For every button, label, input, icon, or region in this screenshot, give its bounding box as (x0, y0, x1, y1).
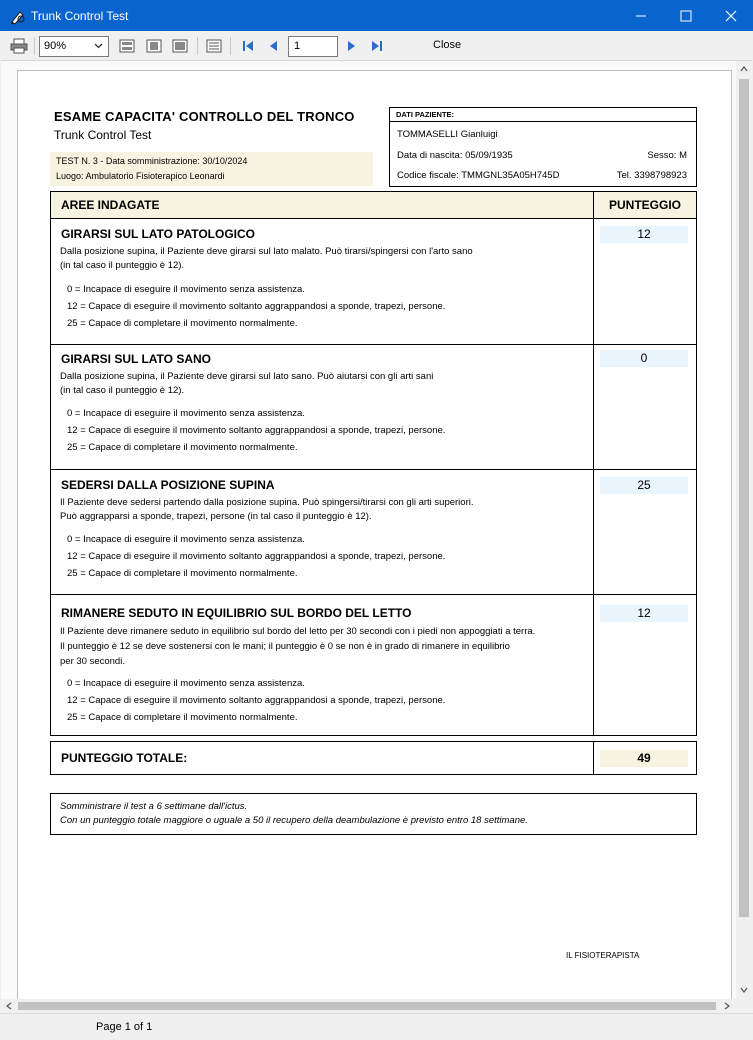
option-line: 0 = Incapace di eseguire il movimento senza assistenza. (67, 678, 305, 689)
first-page-button[interactable] (239, 36, 257, 56)
option-line: 0 = Incapace di eseguire il movimento senza assistenza. (67, 284, 305, 295)
option-line: 0 = Incapace di eseguire il movimento senza assistenza. (67, 408, 305, 419)
section-description (60, 496, 473, 524)
description-line: Dalla posizione supina, il Paziente deve girarsi sul lato malato. Può tirarsi/spingersi con l'arto sano (60, 246, 473, 257)
section-title: GIRARSI SUL LATO PATOLOGICO (61, 227, 256, 241)
patient-phone: Tel. 3398798923 (616, 170, 687, 181)
row-divider (51, 469, 696, 470)
page-setup-button[interactable] (118, 36, 136, 56)
minimize-icon (635, 10, 647, 22)
notes-box (50, 793, 697, 835)
page-width-button[interactable] (171, 36, 189, 56)
toolbar-separator (230, 37, 231, 55)
previous-page-button[interactable] (265, 36, 281, 56)
patient-info-box (389, 107, 697, 187)
patient-birth-date: Data di nascita: 05/09/1935 (397, 150, 513, 161)
close-icon (725, 10, 737, 22)
header-areas: AREE INDAGATE (51, 192, 593, 219)
patient-sex: Sesso: M (647, 150, 687, 161)
patient-header: DATI PAZIENTE: (390, 108, 696, 122)
description-line: (in tal caso il punteggio è 12). (60, 260, 185, 271)
toolbar-separator (197, 37, 198, 55)
description-line: Può aggrapparsi a sponde, trapezi, persone (in tal caso il punteggio è 12). (60, 511, 372, 522)
single-page-button[interactable] (145, 36, 163, 56)
chevron-down-icon[interactable] (740, 986, 748, 994)
view-list-button[interactable] (205, 36, 223, 56)
description-line: Il Paziente deve sedersi partendo dalla posizione supina. Può spingersi/tirarsi con gli arti superiori. (60, 497, 474, 508)
pen-icon (10, 9, 26, 25)
chevron-up-icon[interactable] (740, 65, 748, 73)
total-label: PUNTEGGIO TOTALE: (61, 751, 188, 765)
description-line: Il punteggio è 12 se deve sostenersi con le mani; il punteggio è 0 se non è in grado di rimanere in equilibrio (60, 641, 510, 652)
report-title: ESAME CAPACITA' CONTROLLO DEL TRONCO (54, 109, 355, 124)
test-number-date: TEST N. 3 - Data somministrazione: 30/10/2024 (56, 156, 248, 166)
zoom-select[interactable] (39, 36, 109, 57)
last-page-button[interactable] (368, 36, 386, 56)
horizontal-scrollbar[interactable] (1, 999, 736, 1013)
option-line: 25 = Capace di completare il movimento normalmente. (67, 568, 298, 579)
chevron-down-icon (94, 41, 103, 50)
toolbar (1, 31, 752, 61)
section-description (60, 245, 473, 273)
section-title: SEDERSI DALLA POSIZIONE SUPINA (61, 478, 275, 492)
next-page-icon (346, 39, 358, 53)
toolbar-separator (34, 37, 35, 55)
page-setup-icon (119, 39, 135, 53)
row-divider (51, 594, 696, 595)
patient-fiscal-code: Codice fiscale: TMMGNL35A05H745D (397, 170, 560, 181)
description-line: Il Paziente deve rimanere seduto in equilibrio sul bordo del letto per 30 secondi con i piedi non appoggiati a terra. (60, 626, 536, 637)
column-divider (593, 742, 594, 774)
vertical-scroll-thumb[interactable] (739, 79, 749, 917)
list-icon (206, 39, 222, 53)
description-line: Dalla posizione supina, il Paziente deve girarsi sul lato sano. Può aiutarsi con gli arti sani (60, 371, 434, 382)
description-line: per 30 secondi. (60, 656, 125, 667)
assessment-table (50, 191, 697, 736)
print-button[interactable] (9, 36, 29, 56)
next-page-button[interactable] (344, 36, 360, 56)
score-field: 12 (600, 226, 688, 243)
description-line: (in tal caso il punteggio è 12). (60, 385, 185, 396)
chevron-right-icon[interactable] (723, 1002, 731, 1010)
row-divider (51, 344, 696, 345)
signature-label: IL FISIOTERAPISTA (566, 951, 640, 960)
score-field: 12 (600, 605, 688, 622)
option-line: 12 = Capace di eseguire il movimento soltanto aggrappandosi a sponde, trapezi, persone. (67, 695, 446, 706)
page-width-icon (172, 39, 188, 53)
note-line: Con un punteggio totale maggiore o uguale a 50 il recupero della deambulazione è previsto entro 18 settimane. (60, 815, 528, 826)
page-count: Page 1 of 1 (96, 1021, 153, 1033)
total-score-value: 49 (600, 750, 688, 767)
title-bar (0, 0, 753, 31)
header-score: PUNTEGGIO (593, 192, 696, 219)
option-line: 0 = Incapace di eseguire il movimento senza assistenza. (67, 534, 305, 545)
total-score-box (50, 741, 697, 775)
previous-page-icon (267, 39, 279, 53)
maximize-button[interactable] (663, 1, 708, 31)
option-line: 12 = Capace di eseguire il movimento soltanto aggrappandosi a sponde, trapezi, persone. (67, 301, 446, 312)
printer-icon (10, 38, 28, 54)
section-title: RIMANERE SEDUTO IN EQUILIBRIO SUL BORDO DEL LETTO (61, 606, 412, 620)
status-bar (0, 1013, 753, 1040)
minimize-button[interactable] (618, 1, 663, 31)
last-page-icon (370, 39, 384, 53)
column-divider (593, 219, 594, 735)
maximize-icon (680, 10, 692, 22)
note-line: Somministrare il test a 6 settimane dall'ictus. (60, 801, 248, 812)
horizontal-scroll-thumb[interactable] (18, 1002, 716, 1010)
first-page-icon (241, 39, 255, 53)
page-number-value: 1 (294, 40, 301, 52)
option-line: 12 = Capace di eseguire il movimento soltanto aggrappandosi a sponde, trapezi, persone. (67, 425, 446, 436)
page-number-input[interactable] (288, 36, 338, 57)
close-preview-button[interactable]: Close (433, 39, 462, 51)
patient-name: TOMMASELLI Gianluigi (397, 129, 498, 140)
section-title: GIRARSI SUL LATO SANO (61, 352, 212, 366)
chevron-left-icon[interactable] (5, 1002, 13, 1010)
vertical-scrollbar[interactable] (736, 61, 752, 999)
test-info-box (50, 152, 373, 186)
section-description (60, 370, 433, 398)
option-line: 25 = Capace di completare il movimento normalmente. (67, 318, 298, 329)
single-page-icon (146, 39, 162, 53)
zoom-value: 90% (44, 40, 67, 52)
section-description (60, 624, 535, 669)
score-field: 25 (600, 477, 688, 494)
close-window-button[interactable] (708, 1, 753, 31)
option-line: 12 = Capace di eseguire il movimento soltanto aggrappandosi a sponde, trapezi, persone. (67, 551, 446, 562)
window-title: Trunk Control Test (31, 9, 129, 23)
option-line: 25 = Capace di completare il movimento normalmente. (67, 712, 298, 723)
score-field: 0 (600, 350, 688, 367)
option-line: 25 = Capace di completare il movimento normalmente. (67, 442, 298, 453)
test-place: Luogo: Ambulatorio Fisioterapico Leonardi (56, 171, 225, 181)
report-subtitle: Trunk Control Test (54, 128, 152, 142)
